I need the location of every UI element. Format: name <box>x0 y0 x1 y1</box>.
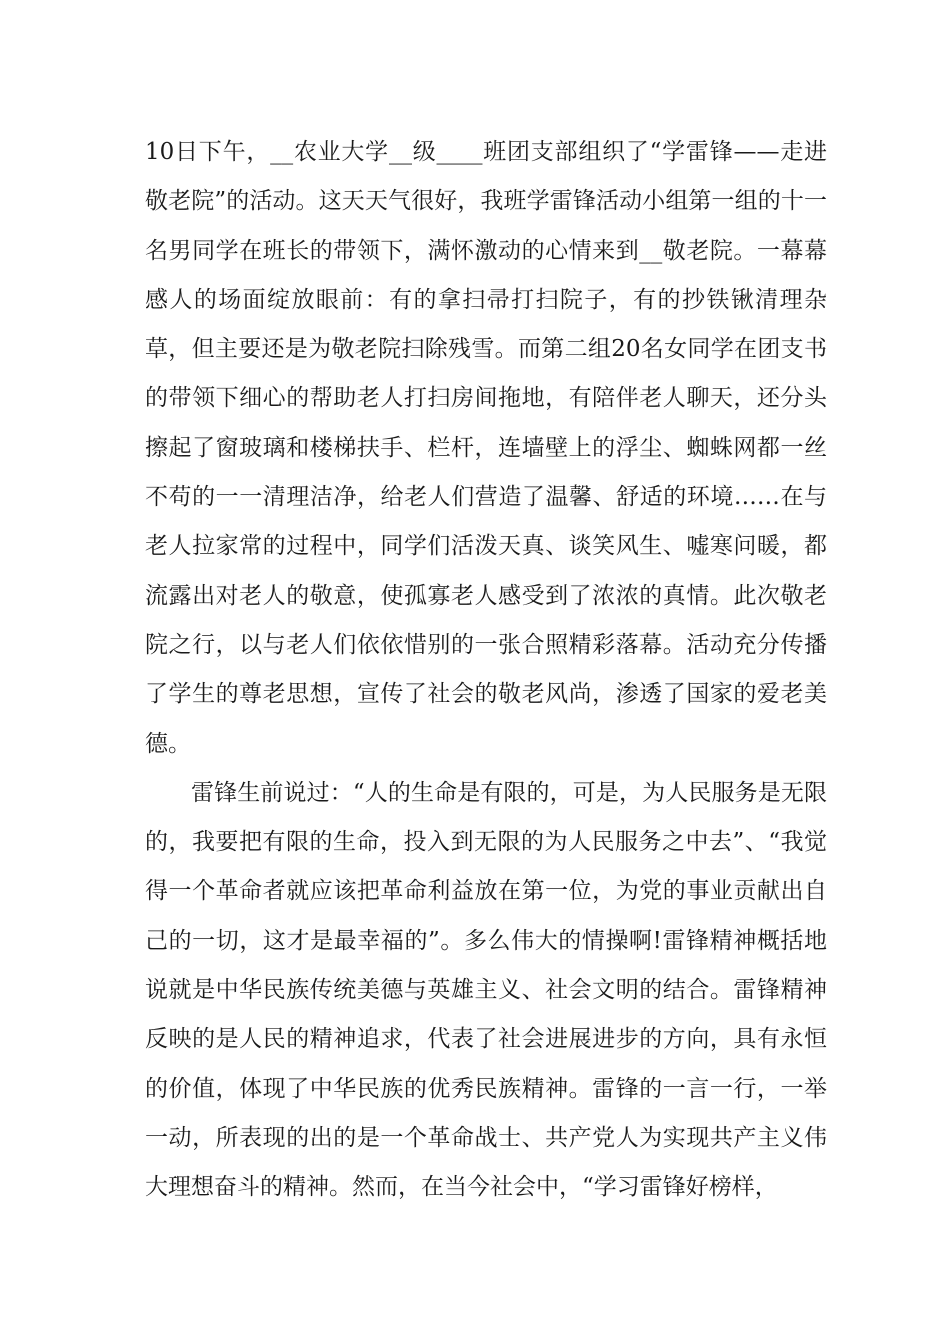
paragraph-activity-report: 10日下午，__农业大学__级____班团支部组织了“学雷锋——走进敬老院”的活动。这天天气很好，我班学雷锋活动小组第一组的十一名男同学在班长的带领下，满怀激动的心情来到__敬老院。一幕幕感人的场面绽放眼前：有的拿扫帚打扫院子，有的抄铁锹清理杂草，但主要还是为敬老院扫除残雪。而第二组20名女同学在团支书的带领下细心的帮助老人打扫房间拖地，有陪伴老人聊天，还分头擦起了窗玻璃和楼梯扶手、栏杆，连墙壁上的浮尘、蜘蛛网都一丝不苟的一一清理洁净，给老人们营造了温馨、舒适的环境……在与老人拉家常的过程中，同学们活泼天真、谈笑风生、嘘寒问暖，都流露出对老人的敬意，使孤寡老人感受到了浓浓的真情。此次敬老院之行，以与老人们依依惜别的一张合照精彩落幕。活动充分传播了学生的尊老思想，宣传了社会的敬老风尚，渗透了国家的爱老美德。 <box>145 139 827 757</box>
document-body <box>145 128 827 1213</box>
paragraph-lei-feng-spirit: 雷锋生前说过：“人的生命是有限的，可是，为人民服务是无限的，我要把有限的生命，投入到无限的为人民服务之中去”、“我觉得一个革命者就应该把革命利益放在第一位，为党的事业贡献出自己的一切，这才是最幸福的”。多么伟大的情操啊!雷锋精神概括地说就是中华民族传统美德与英雄主义、社会文明的结合。雷锋精神反映的是人民的精神追求，代表了社会进展进步的方向，具有永恒的价值，体现了中华民族的优秀民族精神。雷锋的一言一行，一举一动，所表现的出的是一个革命战士、共产党人为实现共产主义伟大理想奋斗的精神。然而，在当今社会中，“学习雷锋好榜样， <box>145 779 827 1201</box>
